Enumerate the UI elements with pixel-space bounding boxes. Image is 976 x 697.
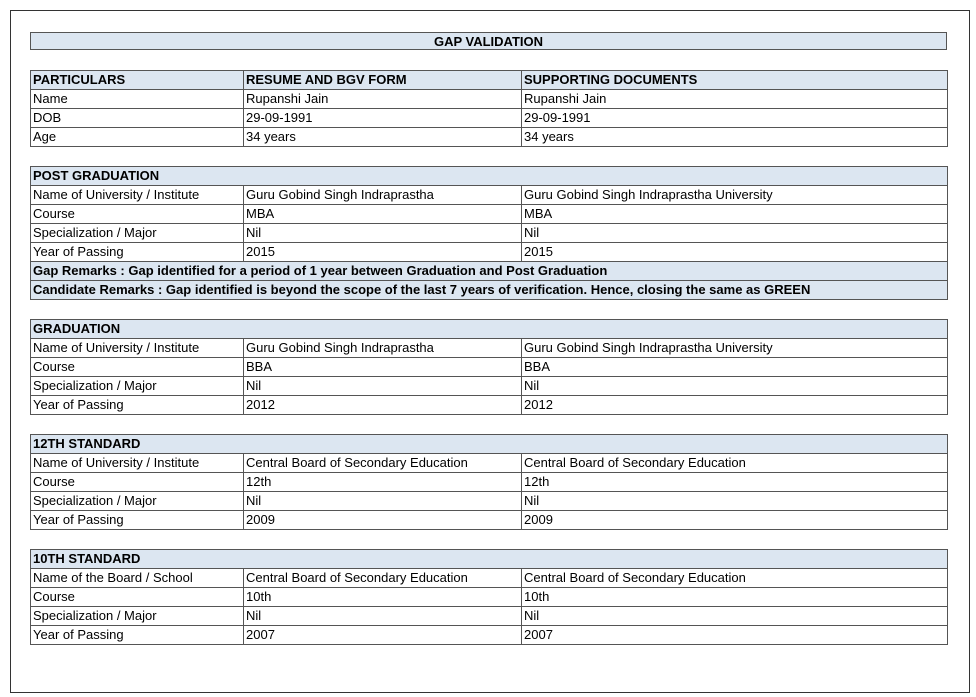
row-label: Course: [31, 358, 244, 377]
section-header-row: [31, 320, 948, 339]
row-resume-value: 2007: [244, 626, 522, 645]
row-resume-value: 2015: [244, 243, 522, 262]
row-docs-value: Central Board of Secondary Education: [522, 569, 948, 588]
section-heading: GRADUATION: [31, 320, 948, 339]
row-resume-value: MBA: [244, 205, 522, 224]
table-row: [31, 492, 948, 511]
row-docs-value: 2007: [522, 626, 948, 645]
row-resume-value: Guru Gobind Singh Indraprastha: [244, 186, 522, 205]
spacer: [30, 415, 947, 434]
row-docs-value: Nil: [522, 377, 948, 396]
table-row: [31, 473, 948, 492]
row-docs-value: 29-09-1991: [522, 109, 948, 128]
table-row: [31, 454, 948, 473]
header-particulars: PARTICULARS: [31, 71, 244, 90]
row-label: Course: [31, 588, 244, 607]
gap-validation-sheet: [30, 32, 947, 645]
row-label: Year of Passing: [31, 511, 244, 530]
spacer: [30, 530, 947, 549]
section-heading: 12TH STANDARD: [31, 435, 948, 454]
gap-remarks-row: [31, 262, 948, 281]
section-header-row: [31, 435, 948, 454]
table-row: [31, 224, 948, 243]
row-resume-value: Nil: [244, 377, 522, 396]
row-resume-value: 12th: [244, 473, 522, 492]
table-row: [31, 607, 948, 626]
gap-remarks: Gap Remarks : Gap identified for a period of 1 year between Graduation and Post Graduation: [31, 262, 948, 281]
table-row: [31, 243, 948, 262]
candidate-remarks: Candidate Remarks : Gap identified is beyond the scope of the last 7 years of verification. Hence, closing the same as GREEN: [31, 281, 948, 300]
row-resume-value: Central Board of Secondary Education: [244, 454, 522, 473]
table-row: [31, 396, 948, 415]
row-resume-value: 34 years: [244, 128, 522, 147]
header-resume: RESUME AND BGV FORM: [244, 71, 522, 90]
section-heading: POST GRADUATION: [31, 167, 948, 186]
row-resume-value: Nil: [244, 607, 522, 626]
table-row: [31, 511, 948, 530]
table-row: [31, 377, 948, 396]
row-label: Specialization / Major: [31, 224, 244, 243]
row-docs-value: 2012: [522, 396, 948, 415]
row-resume-value: Rupanshi Jain: [244, 90, 522, 109]
row-label: Name of University / Institute: [31, 454, 244, 473]
row-resume-value: Nil: [244, 492, 522, 511]
personal-table: [30, 70, 948, 147]
table-row: [31, 588, 948, 607]
row-docs-value: 10th: [522, 588, 948, 607]
sheet-title: GAP VALIDATION: [30, 32, 947, 50]
twelfth-standard-table: [30, 434, 948, 530]
row-docs-value: Nil: [522, 224, 948, 243]
table-row: [31, 90, 948, 109]
tenth-standard-table: [30, 549, 948, 645]
column-header-row: [31, 71, 948, 90]
row-resume-value: 29-09-1991: [244, 109, 522, 128]
section-header-row: [31, 167, 948, 186]
table-row: [31, 569, 948, 588]
spacer: [30, 300, 947, 319]
row-docs-value: 2015: [522, 243, 948, 262]
row-resume-value: 2009: [244, 511, 522, 530]
table-row: [31, 128, 948, 147]
row-label: Year of Passing: [31, 396, 244, 415]
row-label: Age: [31, 128, 244, 147]
row-docs-value: 2009: [522, 511, 948, 530]
row-resume-value: Guru Gobind Singh Indraprastha: [244, 339, 522, 358]
row-resume-value: Nil: [244, 224, 522, 243]
row-label: Name of University / Institute: [31, 339, 244, 358]
row-docs-value: Guru Gobind Singh Indraprastha University: [522, 186, 948, 205]
row-label: Specialization / Major: [31, 377, 244, 396]
table-row: [31, 358, 948, 377]
row-docs-value: Rupanshi Jain: [522, 90, 948, 109]
spacer: [30, 147, 947, 166]
table-row: [31, 205, 948, 224]
row-docs-value: Nil: [522, 607, 948, 626]
row-resume-value: 10th: [244, 588, 522, 607]
row-docs-value: Nil: [522, 492, 948, 511]
row-docs-value: MBA: [522, 205, 948, 224]
header-documents: SUPPORTING DOCUMENTS: [522, 71, 948, 90]
row-label: DOB: [31, 109, 244, 128]
row-docs-value: BBA: [522, 358, 948, 377]
row-label: Name: [31, 90, 244, 109]
row-label: Year of Passing: [31, 243, 244, 262]
spacer: [30, 50, 947, 70]
row-label: Name of the Board / School: [31, 569, 244, 588]
row-label: Specialization / Major: [31, 492, 244, 511]
row-label: Course: [31, 205, 244, 224]
table-row: [31, 186, 948, 205]
row-resume-value: Central Board of Secondary Education: [244, 569, 522, 588]
table-row: [31, 339, 948, 358]
post-graduation-table: [30, 166, 948, 300]
section-header-row: [31, 550, 948, 569]
section-heading: 10TH STANDARD: [31, 550, 948, 569]
table-row: [31, 626, 948, 645]
row-resume-value: 2012: [244, 396, 522, 415]
row-label: Year of Passing: [31, 626, 244, 645]
row-label: Name of University / Institute: [31, 186, 244, 205]
row-resume-value: BBA: [244, 358, 522, 377]
row-docs-value: 12th: [522, 473, 948, 492]
row-docs-value: Central Board of Secondary Education: [522, 454, 948, 473]
row-label: Course: [31, 473, 244, 492]
row-docs-value: 34 years: [522, 128, 948, 147]
candidate-remarks-row: [31, 281, 948, 300]
graduation-table: [30, 319, 948, 415]
row-docs-value: Guru Gobind Singh Indraprastha University: [522, 339, 948, 358]
row-label: Specialization / Major: [31, 607, 244, 626]
table-row: [31, 109, 948, 128]
